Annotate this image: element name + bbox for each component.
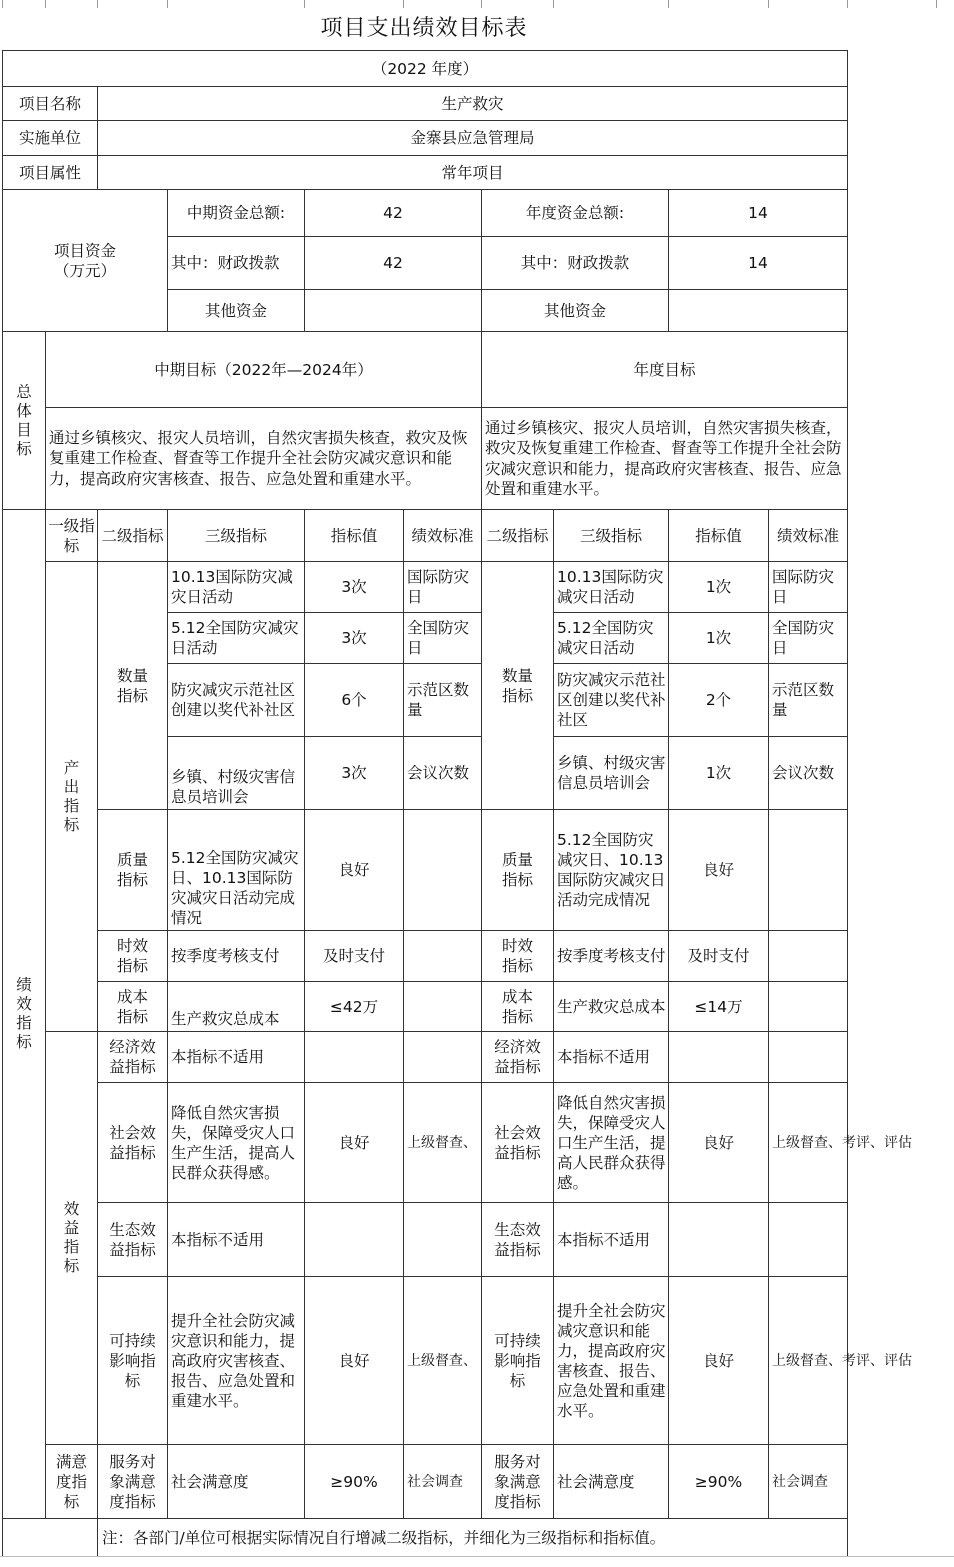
- perf-indicator-label: 绩效指标: [2, 509, 46, 1519]
- mid-total-label: 中期资金总额:: [167, 189, 305, 237]
- annual-quantity-label: 数量指标: [481, 561, 554, 810]
- annual-economic-label: 经济效益指标: [481, 1031, 554, 1083]
- project-name-label: 项目名称: [2, 86, 98, 121]
- mid-row-1-standard: 国际防灾日: [403, 561, 482, 613]
- annual-row-3-value: 2个: [668, 663, 769, 737]
- attribute-value: 常年项目: [97, 155, 848, 190]
- annual-fiscal-value: 14: [668, 236, 848, 290]
- annual-row-7-value: ≤14万: [668, 981, 769, 1032]
- mid-row-7-value: ≤42万: [304, 981, 404, 1032]
- annual-row-5-l3: 5.12全国防灾减灾日、10.13国际防灾减灾日活动完成情况: [553, 809, 669, 931]
- annual-standard-header: 绩效标准: [768, 509, 848, 562]
- annual-row-11-l3: 提升全社会防灾减灾意识和能力，提高政府灾害核查、报告、应急处置和重建水平。: [553, 1276, 669, 1445]
- mid-other-value: [304, 289, 482, 332]
- mid-row-4-standard: 会议次数: [403, 736, 482, 810]
- mid-economic-label: 经济效益指标: [97, 1031, 168, 1083]
- annual-social-label: 社会效益指标: [481, 1082, 554, 1203]
- mid-row-1-value: 3次: [304, 561, 404, 613]
- project-name-value: 生产救灾: [97, 86, 848, 121]
- mid-cost-label: 成本指标: [97, 981, 168, 1032]
- annual-goal-text: 通过乡镇核灾、报灾人员培训，自然灾害损失核查，救灾及恢复重建工作检查、督查等工作提升全社会防灾减灾意识和能力，提高政府灾害核查、报告、应急处置和重建水平。: [481, 407, 848, 510]
- annual-other-value: [668, 289, 848, 332]
- mid-row-10-value: [304, 1202, 404, 1277]
- annual-row-6-l3: 按季度考核支付: [553, 930, 669, 982]
- mid-row-10-standard: [403, 1202, 482, 1277]
- mid-row-10-l3: 本指标不适用: [167, 1202, 305, 1277]
- mid-fiscal-value: 42: [304, 236, 482, 290]
- annual-level3-header: 三级指标: [553, 509, 669, 562]
- annual-row-10-standard: [768, 1202, 848, 1277]
- annual-row-8-value: [668, 1031, 769, 1083]
- mid-row-12-l3: 社会满意度: [167, 1444, 305, 1519]
- mid-total-value: 42: [304, 189, 482, 237]
- mid-row-11-value: 良好: [304, 1276, 404, 1445]
- annual-row-5-standard: [768, 809, 848, 931]
- funds-label: 项目资金 （万元）: [2, 189, 168, 332]
- mid-row-7-l3: 生产救灾总成本: [167, 981, 305, 1032]
- unit-label: 实施单位: [2, 120, 98, 156]
- annual-row-8-standard: [768, 1031, 848, 1083]
- mid-row-3-l3: 防灾减灾示范社区创建以奖代补社区: [167, 663, 305, 737]
- annual-row-2-l3: 5.12全国防灾减灾日活动: [553, 612, 669, 664]
- top-grid-strip: [0, 0, 954, 8]
- note-spacer: [2, 1518, 98, 1557]
- annual-total-value: 14: [668, 189, 848, 237]
- mid-row-3-value: 6个: [304, 663, 404, 737]
- mid-row-2-standard: 全国防灾日: [403, 612, 482, 664]
- annual-row-10-value: [668, 1202, 769, 1277]
- value-header: 指标值: [304, 509, 404, 562]
- annual-row-4-l3: 乡镇、村级灾害信息员培训会: [553, 736, 669, 810]
- mid-service-label: 服务对象满意度指标: [97, 1444, 168, 1519]
- attribute-label: 项目属性: [2, 155, 98, 190]
- mid-row-3-standard: 示范区数量: [403, 663, 482, 737]
- mid-ecological-label: 生态效益指标: [97, 1202, 168, 1277]
- annual-row-8-l3: 本指标不适用: [553, 1031, 669, 1083]
- annual-row-9-l3: 降低自然灾害损失，保障受灾人口生产生活，提高人民群众获得感。: [553, 1082, 669, 1203]
- annual-level2-header: 二级指标: [481, 509, 554, 562]
- mid-row-12-value: ≥90%: [304, 1444, 404, 1519]
- annual-total-label: 年度资金总额:: [481, 189, 669, 237]
- mid-row-9-standard: 上级督查、: [403, 1082, 482, 1203]
- annual-timeliness-label: 时效指标: [481, 930, 554, 982]
- annual-row-12-l3: 社会满意度: [553, 1444, 669, 1519]
- annual-service-label: 服务对象满意度指标: [481, 1444, 554, 1519]
- mid-row-8-standard: [403, 1031, 482, 1083]
- mid-row-4-l3: 乡镇、村级灾害信息员培训会: [167, 736, 305, 810]
- mid-row-6-value: 及时支付: [304, 930, 404, 982]
- mid-row-6-standard: [403, 930, 482, 982]
- mid-social-label: 社会效益指标: [97, 1082, 168, 1203]
- annual-row-1-l3: 10.13国际防灾减灾日活动: [553, 561, 669, 613]
- mid-row-8-value: [304, 1031, 404, 1083]
- mid-row-11-standard: 上级督查、: [403, 1276, 482, 1445]
- annual-row-7-standard: [768, 981, 848, 1032]
- annual-row-9-standard: 上级督查、考评、评估: [768, 1082, 848, 1203]
- annual-row-6-value: 及时支付: [668, 930, 769, 982]
- mid-timeliness-label: 时效指标: [97, 930, 168, 982]
- mid-row-2-value: 3次: [304, 612, 404, 664]
- mid-quality-label: 质量指标: [97, 809, 168, 931]
- mid-row-7-standard: [403, 981, 482, 1032]
- annual-row-1-value: 1次: [668, 561, 769, 613]
- mid-row-12-standard: 社会调查: [403, 1444, 482, 1519]
- mid-row-9-value: 良好: [304, 1082, 404, 1203]
- overall-goal-label: 总体目标: [2, 331, 46, 510]
- annual-value-header: 指标值: [668, 509, 769, 562]
- annual-row-4-value: 1次: [668, 736, 769, 810]
- mid-fiscal-label: 其中：财政拨款: [167, 236, 305, 290]
- year-cell: （2022 年度）: [2, 50, 848, 87]
- annual-quality-label: 质量指标: [481, 809, 554, 931]
- annual-row-7-l3: 生产救灾总成本: [553, 981, 669, 1032]
- mid-row-9-l3: 降低自然灾害损失，保障受灾人口生产生活，提高人民群众获得感。: [167, 1082, 305, 1203]
- mid-row-5-standard: [403, 809, 482, 931]
- bottom-divider: [0, 1556, 954, 1557]
- mid-quantity-label: 数量指标: [97, 561, 168, 810]
- annual-row-9-value: 良好: [668, 1082, 769, 1203]
- mid-row-5-l3: 5.12全国防灾减灾日、10.13国际防灾减灾日活动完成情况: [167, 809, 305, 931]
- annual-row-1-standard: 国际防灾日: [768, 561, 848, 613]
- output-indicator-label: 产出指标: [45, 561, 98, 1032]
- annual-row-11-value: 良好: [668, 1276, 769, 1445]
- mid-row-2-l3: 5.12全国防灾减灾日活动: [167, 612, 305, 664]
- annual-row-2-value: 1次: [668, 612, 769, 664]
- mid-row-1-l3: 10.13国际防灾减灾日活动: [167, 561, 305, 613]
- annual-goal-header: 年度目标: [481, 331, 848, 408]
- mid-row-11-l3: 提升全社会防灾减灾意识和能力，提高政府灾害核查、报告、应急处置和重建水平。: [167, 1276, 305, 1445]
- note-text: 注：各部门/单位可根据实际情况自行增减二级指标，并细化为三级指标和指标值。: [97, 1518, 848, 1557]
- mid-row-6-l3: 按季度考核支付: [167, 930, 305, 982]
- mid-goal-text: 通过乡镇核灾、报灾人员培训，自然灾害损失核查，救灾及恢复重建工作检查、督查等工作提升全社会防灾减灾意识和能力，提高政府灾害核查、报告、应急处置和重建水平。: [45, 407, 482, 510]
- mid-other-label: 其他资金: [167, 289, 305, 332]
- annual-row-3-standard: 示范区数量: [768, 663, 848, 737]
- annual-row-2-standard: 全国防灾日: [768, 612, 848, 664]
- annual-row-6-standard: [768, 930, 848, 982]
- annual-row-10-l3: 本指标不适用: [553, 1202, 669, 1277]
- page-title: 项目支出绩效目标表: [320, 16, 528, 41]
- mid-row-5-value: 良好: [304, 809, 404, 931]
- level1-header: 一级指标: [45, 509, 98, 562]
- annual-row-12-value: ≥90%: [668, 1444, 769, 1519]
- annual-row-12-standard: 社会调查: [768, 1444, 848, 1519]
- annual-ecological-label: 生态效益指标: [481, 1202, 554, 1277]
- annual-row-3-l3: 防灾减灾示范社区创建以奖代补社区: [553, 663, 669, 737]
- satisfaction-indicator-label: 满意度指标: [45, 1444, 98, 1519]
- level2-header: 二级指标: [97, 509, 168, 562]
- annual-other-label: 其他资金: [481, 289, 669, 332]
- annual-row-5-value: 良好: [668, 809, 769, 931]
- annual-cost-label: 成本指标: [481, 981, 554, 1032]
- annual-sustainable-label: 可持续影响指标: [481, 1276, 554, 1445]
- benefit-indicator-label: 效益指标: [45, 1031, 98, 1445]
- level3-header: 三级指标: [167, 509, 305, 562]
- annual-row-4-standard: 会议次数: [768, 736, 848, 810]
- standard-header: 绩效标准: [403, 509, 482, 562]
- mid-sustainable-label: 可持续影响指标: [97, 1276, 168, 1445]
- annual-row-11-standard: 上级督查、考评、评估: [768, 1276, 848, 1445]
- unit-value: 金寨县应急管理局: [97, 120, 848, 156]
- annual-fiscal-label: 其中：财政拨款: [481, 236, 669, 290]
- mid-goal-header: 中期目标（2022年—2024年）: [45, 331, 482, 408]
- mid-row-4-value: 3次: [304, 736, 404, 810]
- mid-row-8-l3: 本指标不适用: [167, 1031, 305, 1083]
